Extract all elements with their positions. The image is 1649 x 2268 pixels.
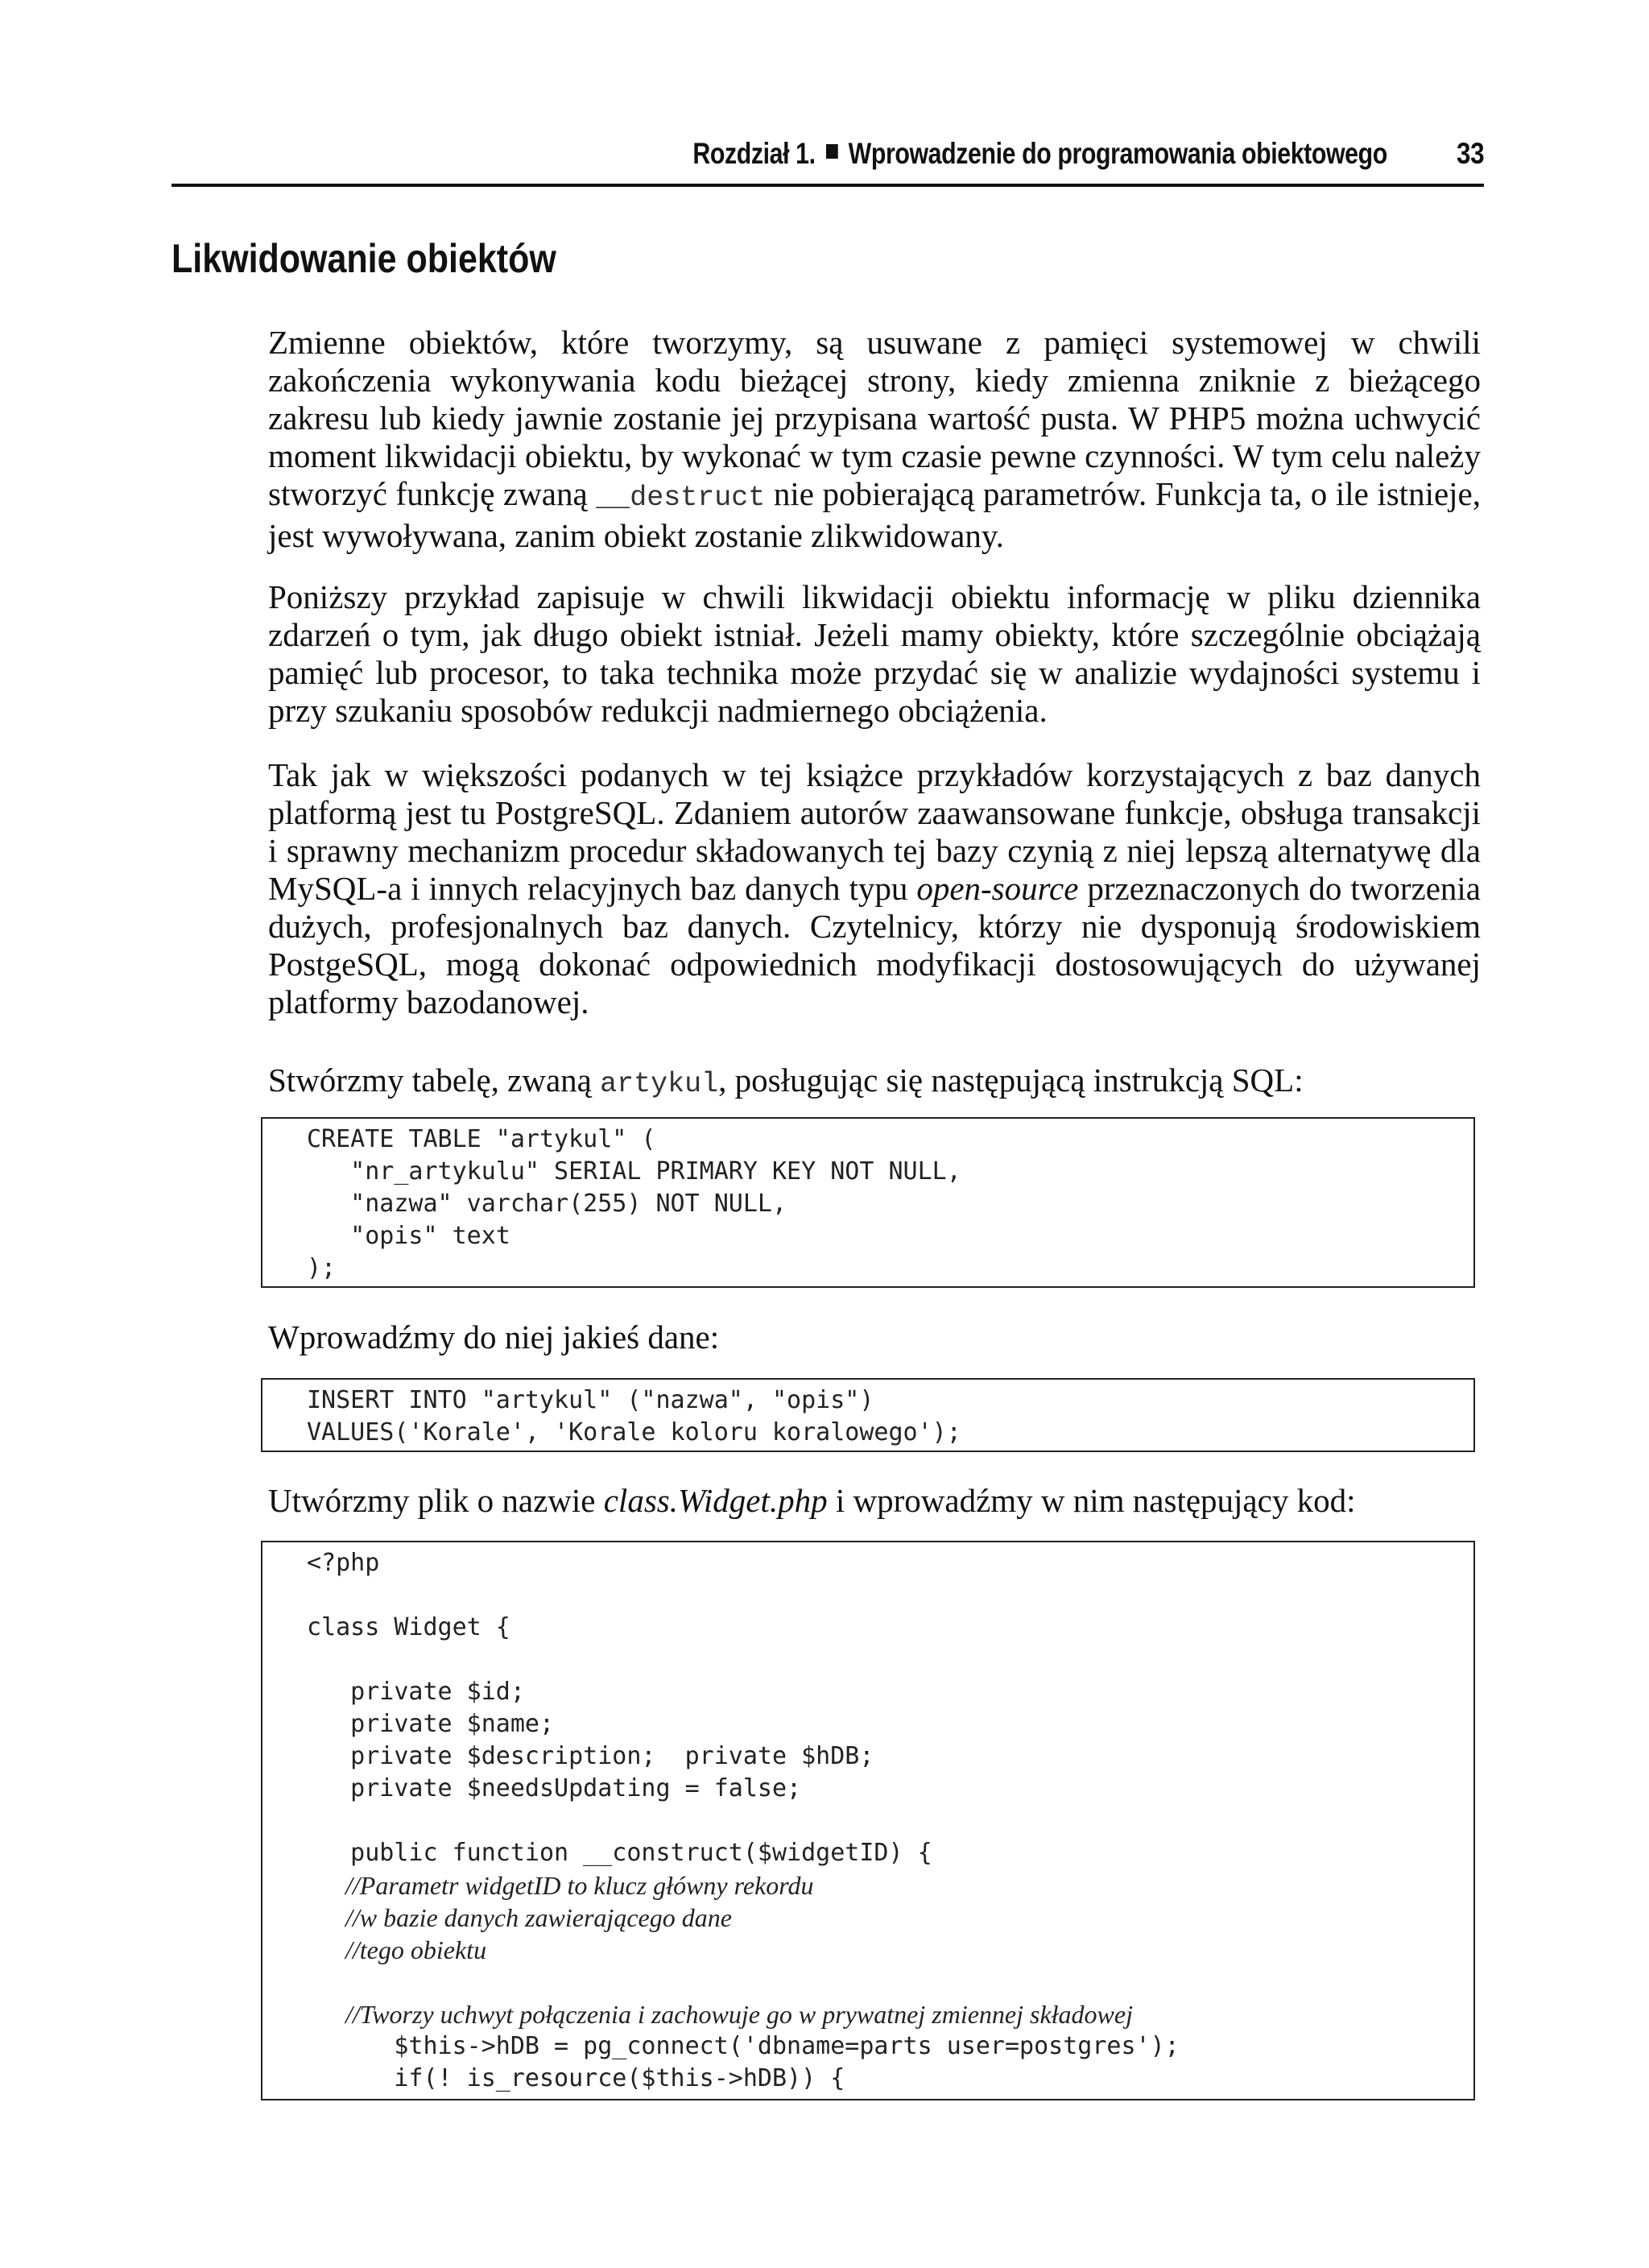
code-line: $this->hDB = pg_connect('dbname=parts user=postgres'); — [307, 2032, 1180, 2060]
paragraph-text: , posługując się następującą instrukcją SQL: — [718, 1062, 1304, 1099]
inline-code-artykul: artykul — [600, 1068, 719, 1100]
code-comment-line: //Parametr widgetID to klucz główny rekordu — [307, 1871, 814, 1900]
code-line: public function __construct($widgetID) { — [307, 1839, 932, 1867]
paragraph-create-table — [268, 1062, 1481, 1103]
code-line: ); — [307, 1254, 337, 1282]
paragraph-insert-data: Wprowadźmy do niej jakieś dane: — [268, 1318, 720, 1355]
code-comment-line: //w bazie danych zawierającego dane — [307, 1903, 732, 1932]
code-line: if(! is_resource($this->hDB)) { — [307, 2064, 845, 2092]
paragraph-text: Tak jak w większości podanych w tej książce przykładów korzystających z baz danych platformą jest tu PostgreSQL. Zdaniem autorów zaawansowane funkcje, obsługa transakcji i sprawny mechanizm procedur składowanych tej bazy czynią z niej lepszą alternatywę dla MySQL-a i innych relacyjnych baz danych typu — [268, 756, 1481, 907]
code-line — [307, 1644, 1473, 1676]
code-comment-line: //Tworzy uchwyt połączenia i zachowuje go w prywatnej zmiennej składowej — [307, 2000, 1133, 2029]
code-line: class Widget { — [307, 1613, 510, 1641]
paragraph-text: przeznaczonych do tworzenia dużych, profesjonalnych baz danych. Czytelnicy, którzy nie dysponują środowiskiem PostgeSQL, mogą dokonać odpowiednich modyfikacji dostosowujących do używanej platformy bazodanowej. — [268, 870, 1481, 1020]
code-line — [307, 1966, 1473, 1998]
code-line: "opis" text — [307, 1222, 510, 1250]
paragraph-destruct — [268, 324, 1481, 555]
inline-code-destruct: __destruct — [596, 482, 766, 514]
code-line: <?php — [307, 1549, 380, 1577]
code-line: VALUES('Korale', 'Korale koloru koralowego'); — [307, 1418, 961, 1446]
italic-term: open-source — [916, 870, 1079, 907]
paragraph-widget-file — [268, 1482, 1481, 1520]
paragraph-text: Utwórzmy plik o nazwie — [268, 1482, 604, 1519]
running-header — [172, 132, 1484, 187]
paragraph-text: i wprowadźmy w nim następujący kod: — [827, 1482, 1356, 1519]
code-line: private $id; — [307, 1678, 525, 1706]
code-line: CREATE TABLE "artykul" ( — [307, 1125, 656, 1153]
code-line — [307, 1805, 1473, 1837]
section-title: Likwidowanie obiektów — [172, 236, 556, 281]
chapter-label: Rozdział 1. — [692, 137, 816, 170]
code-line: private $description; private $hDB; — [307, 1742, 874, 1770]
code-line: private $name; — [307, 1710, 555, 1738]
code-comment-line: //tego obiektu — [307, 1935, 487, 1964]
page-number: 33 — [1456, 137, 1484, 170]
code-line: "nr_artykulu" SERIAL PRIMARY KEY NOT NULL, — [307, 1157, 961, 1186]
paragraph-text: Stwórzmy tabelę, zwaną — [268, 1062, 601, 1099]
paragraph-text: Zmienne obiektów, które tworzymy, są usuwane z pamięci systemowej w chwili zakończenia wykonywania kodu bieżącej strony, kiedy zmienna zniknie z bieżącego zakresu lub kiedy jawnie zostanie jej przypisana wartość pusta. W PHP5 można uchwycić moment likwidacji obiektu, by wykonać w tym czasie pewne czynności. W tym celu należy stworzyć funkcję zwaną — [268, 324, 1481, 512]
chapter-title: Wprowadzenie do programowania obiektowego — [848, 137, 1387, 170]
square-bullet-icon — [826, 144, 838, 159]
code-block-insert — [261, 1378, 1475, 1452]
paragraph-example: Poniższy przykład zapisuje w chwili likwidacji obiektu informację w pliku dziennika zdarzeń o tym, jak długo obiekt istniał. Jeżeli mamy obiekty, które szczególnie obciążają pamięć lub procesor, to taka technika może przydać się w analizie wydajności systemu i przy szukaniu sposobów redukcji nadmiernego obciążenia. — [268, 578, 1481, 729]
code-line: "nazwa" varchar(255) NOT NULL, — [307, 1190, 787, 1218]
chapter-header — [692, 137, 1387, 171]
italic-filename: class.Widget.php — [603, 1482, 828, 1519]
code-line: INSERT INTO "artykul" ("nazwa", "opis") — [307, 1386, 874, 1414]
code-line — [307, 1579, 1473, 1612]
paragraph-text: nie pobierającą parametrów. Funkcja ta, o ile istnieje, jest wywoływana, zanim obiekt zostanie zlikwidowany. — [268, 475, 1482, 554]
code-block-create-table — [261, 1117, 1475, 1288]
code-block-widget — [261, 1541, 1475, 2100]
code-line: private $needsUpdating = false; — [307, 1774, 802, 1802]
paragraph-postgresql — [268, 756, 1481, 1021]
